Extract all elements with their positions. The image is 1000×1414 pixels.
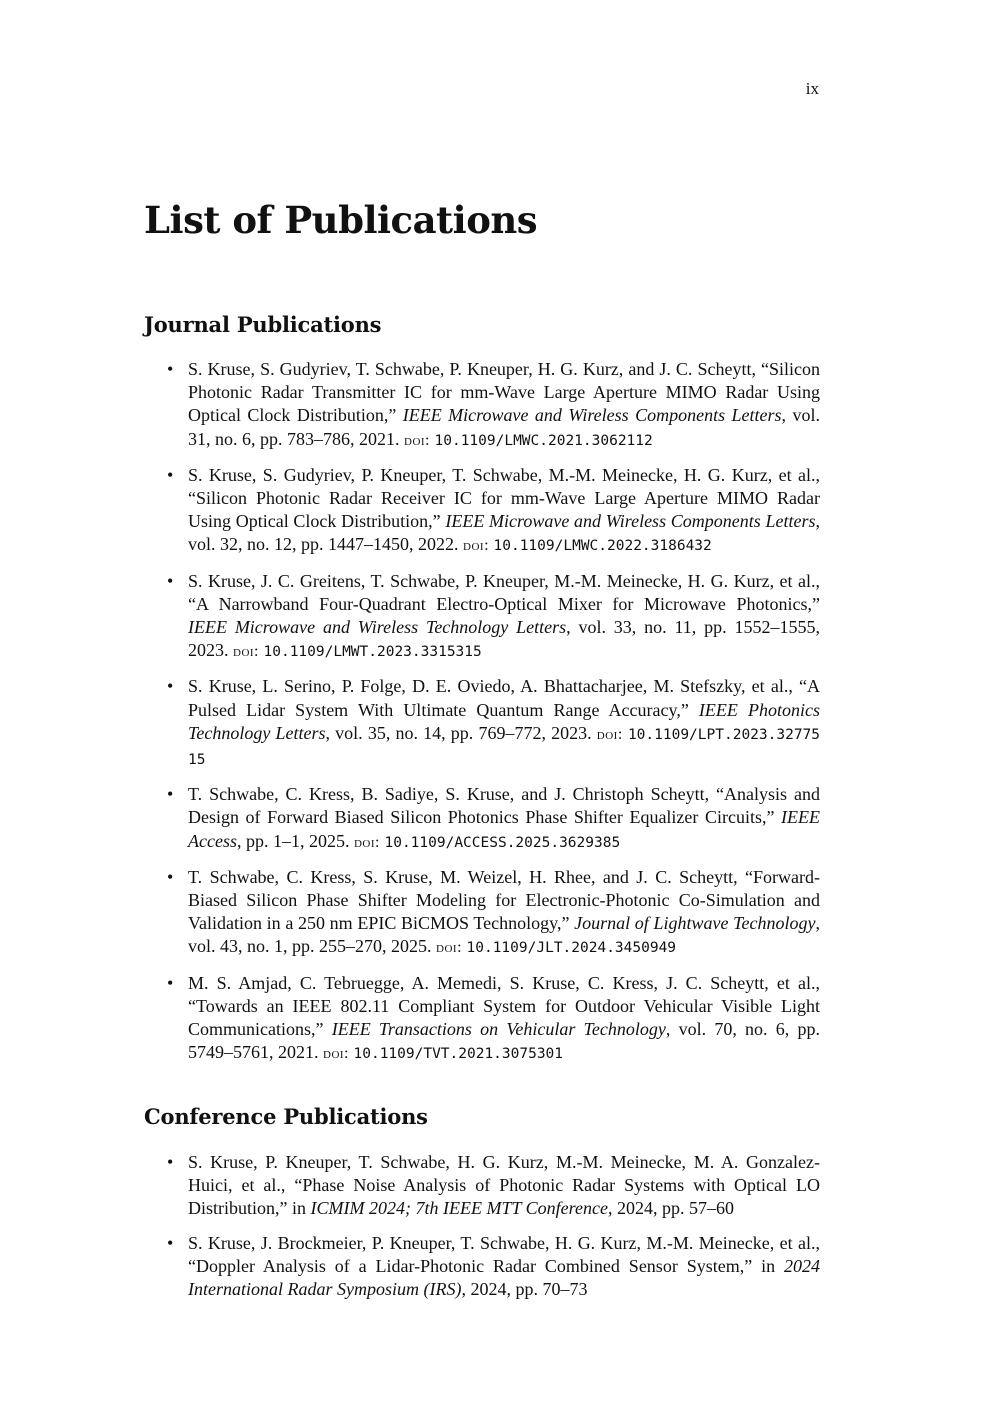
doi-label: doi: bbox=[323, 1045, 349, 1063]
publication-entry bbox=[160, 570, 820, 665]
venue-name: IEEE Microwave and Wireless Components Letters bbox=[402, 405, 782, 426]
doi-label: doi: bbox=[353, 833, 380, 851]
publication-entry bbox=[160, 1151, 820, 1221]
citation-text: S. Kruse, S. Gudyriev, T. Schwabe, P. Kneuper, H. G. Kurz, and J. C. Scheytt, “Silicon Photonic Radar Transmitter IC for mm-Wave Large Aperture MIMO Radar Using Optical Clock Distribution,” bbox=[188, 359, 820, 426]
citation-details: , vol. 70, no. 6, pp. 5749–5761, 2021. bbox=[188, 1019, 820, 1063]
venue-name: IEEE Access bbox=[188, 807, 820, 851]
chapter-title: List of Publications bbox=[144, 198, 538, 242]
section-title-journal: Journal Publications bbox=[144, 312, 382, 337]
doi-link[interactable]: 10.1109/LMWC.2021.3062112 bbox=[434, 432, 653, 449]
citation-text: M. S. Amjad, C. Tebruegge, A. Memedi, S. Kruse, C. Kress, J. C. Scheytt, et al., “Towards an IEEE 802.11 Compliant System for Outdoor Vehicular Visible Light Communications,” bbox=[188, 972, 820, 1040]
citation-details: , pp. 1–1, 2025. bbox=[236, 830, 354, 851]
publication-entry bbox=[160, 866, 820, 961]
venue-name: IEEE Transactions on Vehicular Technology bbox=[331, 1019, 666, 1040]
doi-link[interactable]: 10.1109/ACCESS.2025.3629385 bbox=[384, 834, 621, 851]
publication-entry bbox=[160, 358, 820, 453]
citation-details: , 2024, pp. 57–60 bbox=[607, 1198, 734, 1219]
citation-details: , vol. 35, no. 14, pp. 769–772, 2023. bbox=[325, 722, 597, 743]
citation-details: , 2024, pp. 70–73 bbox=[461, 1279, 588, 1300]
doi-link[interactable]: 10.1109/LMWT.2023.3315315 bbox=[263, 644, 482, 661]
publication-entry bbox=[160, 783, 820, 855]
doi-link[interactable]: 10.1109/LMWC.2022.3186432 bbox=[493, 538, 712, 555]
citation-details: , vol. 33, no. 11, pp. 1552–1555, 2023. bbox=[188, 617, 820, 661]
venue-name: Journal of Lightwave Technology bbox=[574, 913, 816, 934]
publication-entry bbox=[160, 464, 820, 559]
doi-label: doi: bbox=[463, 537, 490, 555]
citation-text: S. Kruse, J. C. Greitens, T. Schwabe, P. Kneuper, M.-M. Meinecke, H. G. Kurz, et al., “A Narrowband Four-Quadrant Electro-Optical Mixer for Microwave Photonics,” bbox=[188, 570, 820, 614]
doi-label: doi: bbox=[233, 643, 259, 661]
citation-text: T. Schwabe, C. Kress, B. Sadiye, S. Kruse, and J. Christoph Scheytt, “Analysis and Design of Forward Biased Silicon Photonics Phase Shifter Equalizer Circuits,” bbox=[188, 784, 820, 828]
journal-publication-list bbox=[160, 358, 820, 1077]
citation-text: S. Kruse, P. Kneuper, T. Schwabe, H. G. Kurz, M.-M. Meinecke, M. A. Gonzalez-Huici, et al., “Phase Noise Analysis of Photonic Radar Systems with Optical LO Distribution,” in bbox=[188, 1152, 820, 1219]
bullet-icon: • bbox=[167, 784, 174, 805]
bullet-icon: • bbox=[167, 1232, 174, 1253]
venue-name: IEEE Microwave and Wireless Technology Letters bbox=[188, 617, 567, 638]
doi-label: doi: bbox=[404, 431, 430, 449]
doi-label: doi: bbox=[436, 939, 463, 957]
bullet-icon: • bbox=[167, 570, 174, 591]
citation-text: S. Kruse, J. Brockmeier, P. Kneuper, T. Schwabe, H. G. Kurz, M.-M. Meinecke, et al., “Doppler Analysis of a Lidar-Photonic Radar Combined Sensor System,” in bbox=[188, 1232, 820, 1276]
bullet-icon: • bbox=[167, 1152, 174, 1172]
venue-name: 2024 International Radar Symposium (IRS) bbox=[188, 1255, 820, 1300]
section-title-conference: Conference Publications bbox=[144, 1104, 428, 1129]
publication-entry bbox=[160, 972, 820, 1067]
publication-entry bbox=[160, 1232, 820, 1302]
publication-entry bbox=[160, 675, 820, 772]
bullet-icon: • bbox=[167, 464, 174, 485]
doi-link[interactable]: 10.1109/TVT.2021.3075301 bbox=[353, 1046, 564, 1063]
citation-details: , vol. 43, no. 1, pp. 255–270, 2025. bbox=[188, 913, 820, 957]
citation-text: S. Kruse, L. Serino, P. Folge, D. E. Oviedo, A. Bhattacharjee, M. Stefszky, et al., “A Pulsed Lidar System With Ultimate Quantum Range Accuracy,” bbox=[188, 676, 820, 720]
doi-link[interactable]: 10.1109/LPT.2023.3277515 bbox=[188, 726, 821, 769]
citation-text: S. Kruse, S. Gudyriev, P. Kneuper, T. Schwabe, M.-M. Meinecke, H. G. Kurz, et al., “Silicon Photonic Radar Receiver IC for mm-Wave Large Aperture MIMO Radar Using Optical Clock Distribution,” bbox=[188, 464, 820, 532]
page-number: ix bbox=[805, 79, 819, 98]
conference-publication-list bbox=[160, 1151, 820, 1312]
venue-name: ICMIM 2024; 7th IEEE MTT Conference bbox=[310, 1198, 608, 1219]
citation-details: , vol. 32, no. 12, pp. 1447–1450, 2022. bbox=[188, 511, 820, 555]
doi-link[interactable]: 10.1109/JLT.2024.3450949 bbox=[466, 940, 677, 957]
doi-label: doi: bbox=[596, 725, 623, 743]
venue-name: IEEE Photonics Technology Letters bbox=[188, 699, 820, 743]
bullet-icon: • bbox=[167, 359, 174, 379]
bullet-icon: • bbox=[167, 676, 174, 697]
citation-details: , vol. 31, no. 6, pp. 783–786, 2021. bbox=[188, 405, 820, 449]
venue-name: IEEE Microwave and Wireless Components Letters bbox=[445, 511, 816, 532]
bullet-icon: • bbox=[167, 866, 174, 887]
bullet-icon: • bbox=[167, 972, 174, 993]
citation-text: T. Schwabe, C. Kress, S. Kruse, M. Weizel, H. Rhee, and J. C. Scheytt, “Forward-Biased Silicon Phase Shifter Modeling for Electronic-Photonic Co-Simulation and Validation in a 250 nm EPIC BiCMOS Technology,” bbox=[188, 866, 820, 934]
